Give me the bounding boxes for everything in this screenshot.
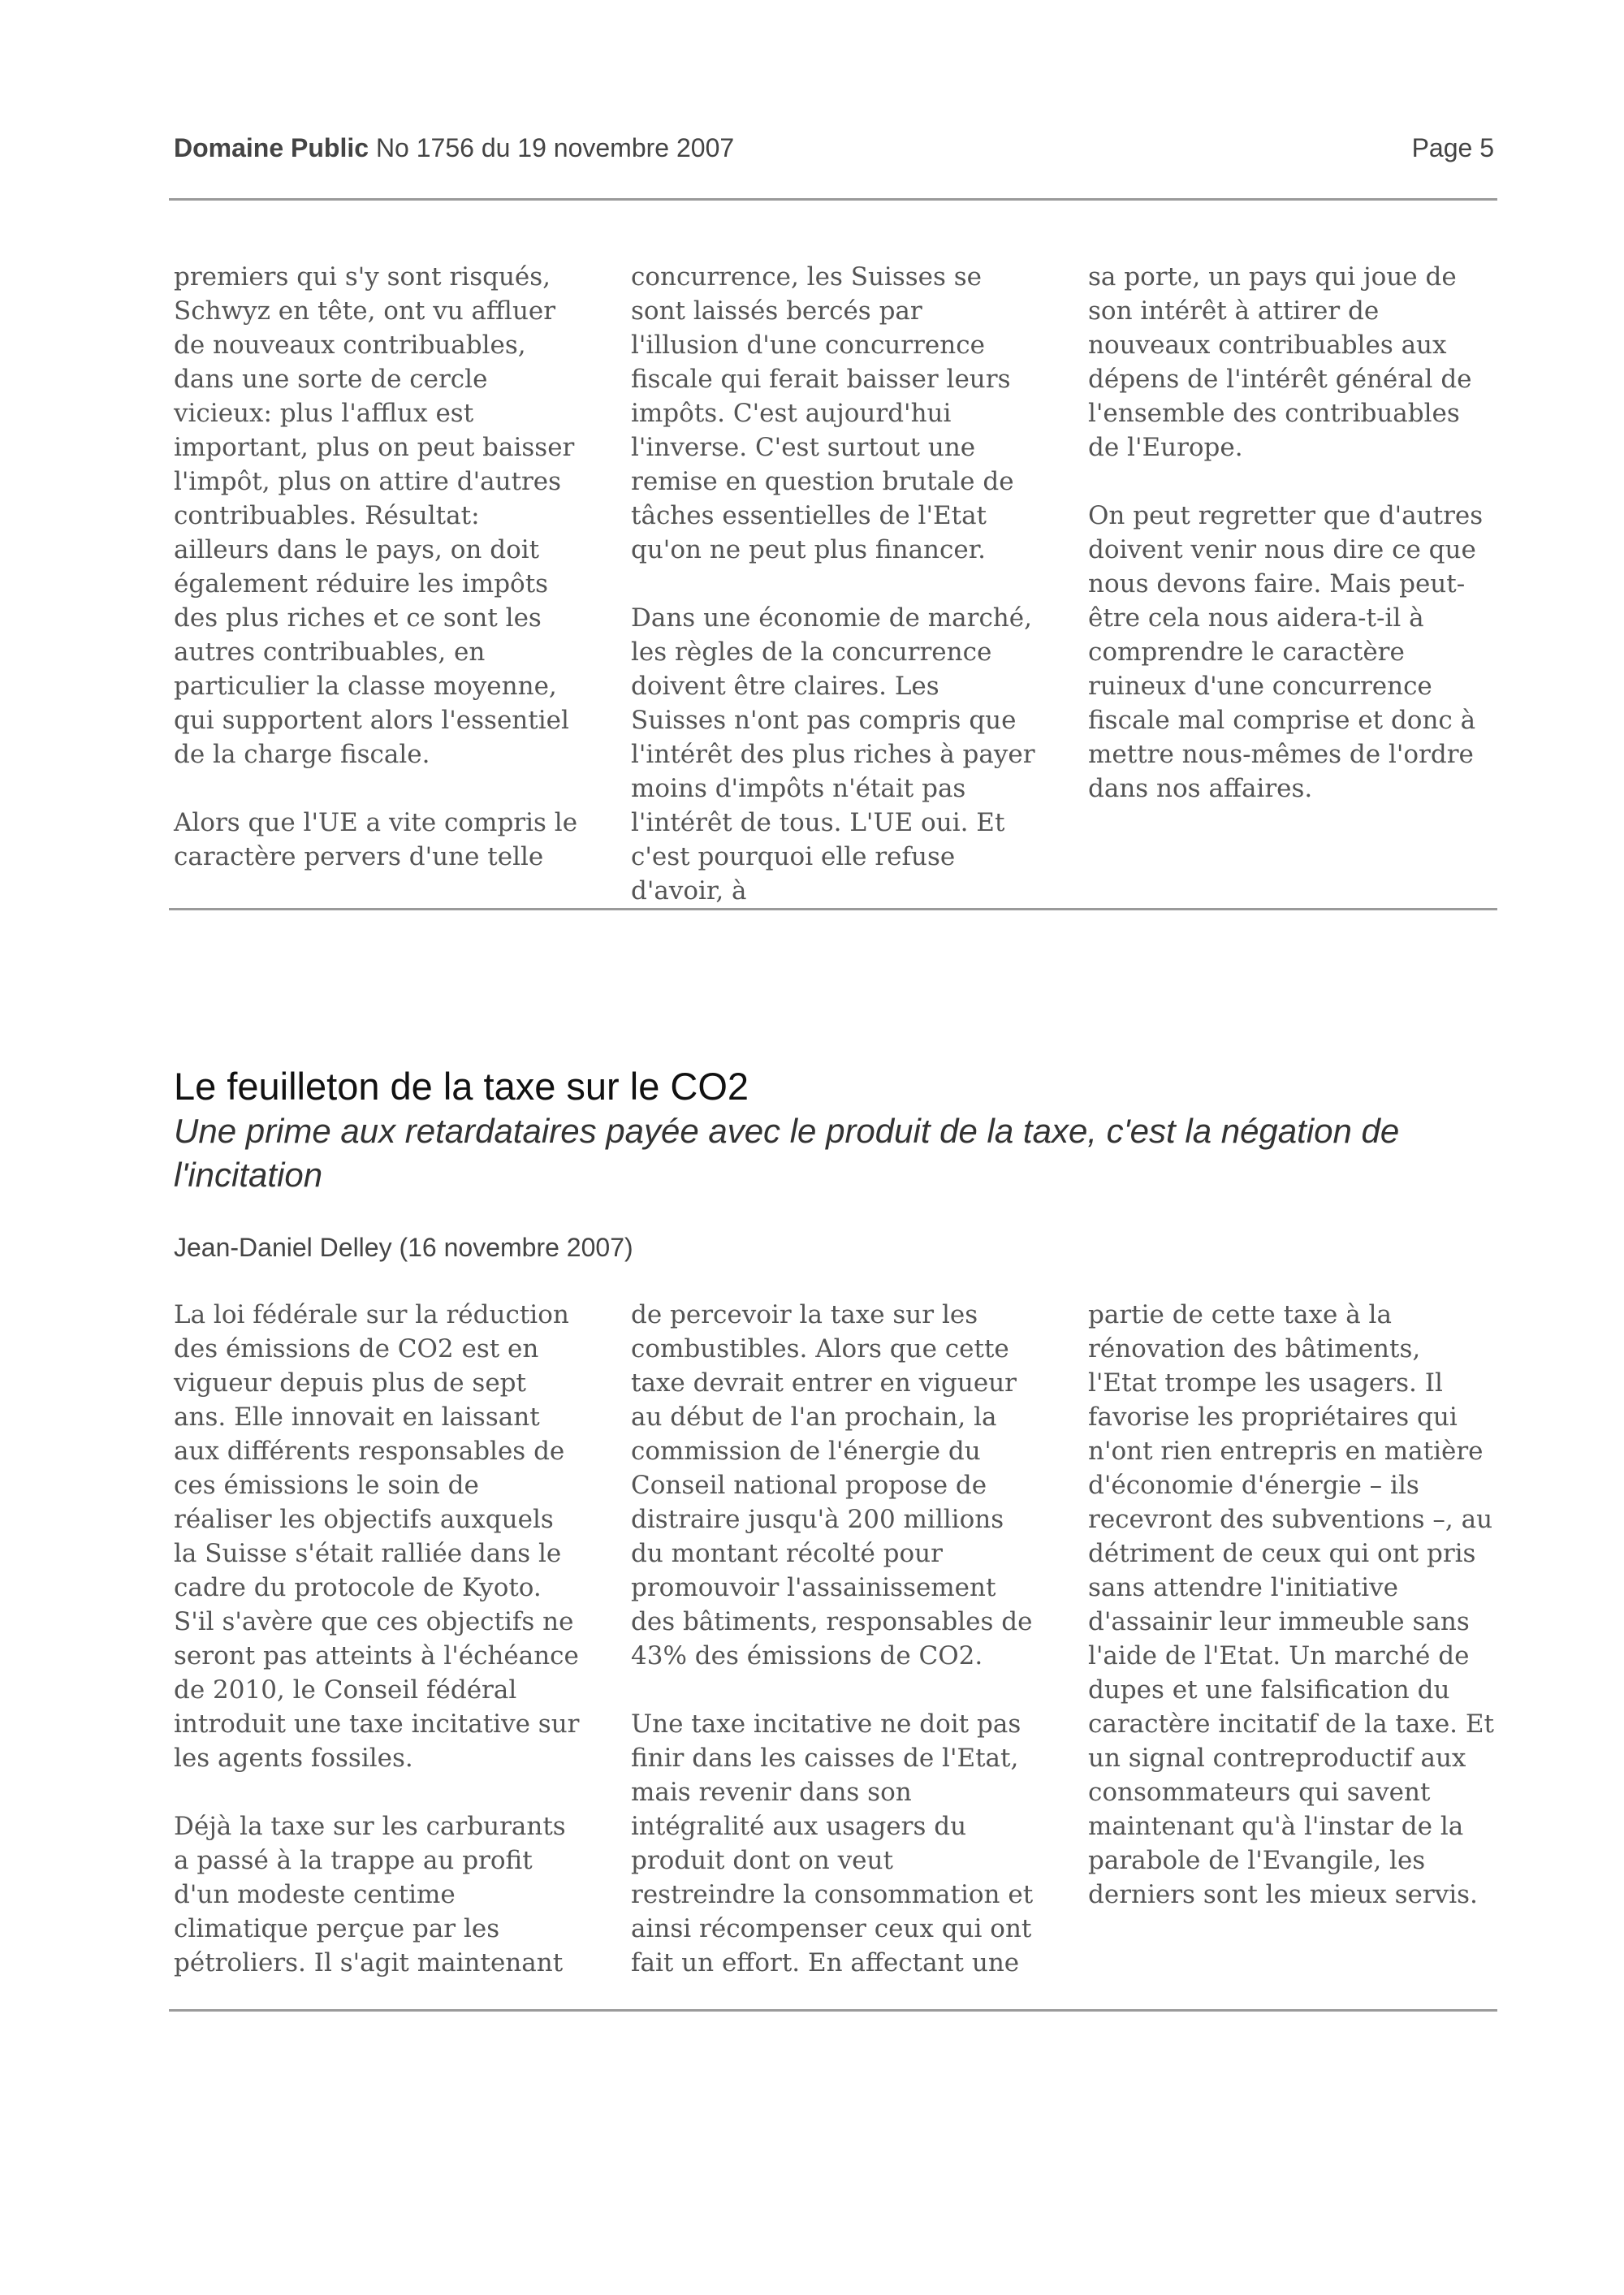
paragraph: concurrence, les Suisses se sont laissés bercés par l'illusion d'une concurrence fiscale qui ferait baisser leurs impôts. C'est aujourd'hui l'inverse. C'est surtout une remise en question brutale de tâches essentielles de l'Etat qu'on ne peut plus financer. (631, 262, 1014, 564)
page-header (174, 130, 1494, 166)
paragraph: premiers qui s'y sont risqués, Schwyz en tête, ont vu affluer de nouveaux contribuables, dans une sorte de cercle vicieux: plus l'afflux est important, plus on peut baisser l'impôt, plus on attire d'autres contribuables. Résultat: ailleurs dans le pays, on doit également réduire les impôts des plus riches et ce sont les autres contribuables, en particulier la classe moyenne, qui supportent alors l'essentiel de la charge fiscale. (174, 262, 575, 769)
article-body (174, 1298, 1494, 1980)
paragraph: Une taxe incitative ne doit pas finir dans les caisses de l'Etat, mais revenir dans son intégralité aux usagers du produit dont on veut restreindre la consommation et ainsi récompenser ceux qui ont fait un effort. En affectant une (631, 1709, 1034, 1977)
article-title: Le feuilleton de la taxe sur le CO2 (174, 1065, 749, 1108)
paragraph: Alors que l'UE a vite compris le caractère pervers d'une telle (174, 808, 578, 871)
column-1 (174, 260, 580, 908)
article-subtitle: Une prime aux retardataires payée avec le produit de la taxe, c'est la négation de l'incitation (174, 1112, 1400, 1194)
paragraph: On peut regretter que d'autres doivent venir nous dire ce que nous devons faire. Mais peut-être cela nous aidera-t-il à comprendre le caractère ruineux d'une concurrence fiscale mal comprise et donc à mettre nous-mêmes de l'ordre dans nos affaires. (1088, 501, 1484, 803)
continued-article-body (174, 260, 1494, 908)
issue-info: No 1756 du 19 novembre 2007 (375, 133, 735, 162)
paragraph: partie de cette taxe à la rénovation des bâtiments, l'Etat trompe les usagers. Il favorise les propriétaires qui n'ont rien entrepris en matière d'économie d'énergie – ils recevront des subventions –, au détriment de ceux qui ont pris sans attendre l'initiative d'assainir leur immeuble sans l'aide de l'Etat. Un marché de dupes et une falsification du caractère incitatif de la taxe. Et un signal contreproductif aux consommateurs qui savent maintenant qu'à l'instar de la parabole de l'Evangile, les derniers sont les mieux servis. (1088, 1300, 1494, 1909)
paragraph: sa porte, un pays qui joue de son intérêt à attirer de nouveaux contribuables aux dépens de l'intérêt général de l'ensemble des contribuables de l'Europe. (1088, 262, 1472, 462)
header-divider (169, 198, 1497, 201)
page-number: Page 5 (1411, 133, 1494, 162)
publication-name: Domaine Public (174, 133, 369, 162)
paragraph: La loi fédérale sur la réduction des émissions de CO2 est en vigueur depuis plus de sept ans. Elle innovait en laissant aux différents responsables de ces émissions le soin de réaliser les objectifs auxquels la Suisse s'était ralliée dans le cadre du protocole de Kyoto. S'il s'avère que ces objectifs ne seront pas atteints à l'échéance de 2010, le Conseil fédéral introduit une taxe incitative sur les agents fossiles. (174, 1300, 580, 1773)
paragraph: Dans une économie de marché, les règles de la concurrence doivent être claires. Les Suisses n'ont pas compris que l'intérêt des plus riches à payer moins d'impôts n'était pas l'intérêt de tous. L'UE oui. Et c'est pourquoi elle refuse d'avoir, à (631, 603, 1035, 905)
paragraph: Déjà la taxe sur les carburants a passé à la trappe au profit d'un modeste centime climatique perçue par les pétroliers. Il s'agit maintenant (174, 1812, 566, 1977)
article-byline: Jean-Daniel Delley (16 novembre 2007) (174, 1233, 633, 1262)
column-1 (174, 1298, 580, 1980)
column-2 (631, 260, 1037, 908)
column-2 (631, 1298, 1037, 1980)
footer-divider (169, 2009, 1497, 2012)
column-3 (1088, 1298, 1494, 1980)
article-divider (169, 908, 1497, 910)
column-3 (1088, 260, 1494, 908)
paragraph: de percevoir la taxe sur les combustibles. Alors que cette taxe devrait entrer en vigueur au début de l'an prochain, la commission de l'énergie du Conseil national propose de distraire jusqu'à 200 millions du montant récolté pour promouvoir l'assainissement des bâtiments, responsables de 43% des émissions de CO2. (631, 1300, 1033, 1670)
